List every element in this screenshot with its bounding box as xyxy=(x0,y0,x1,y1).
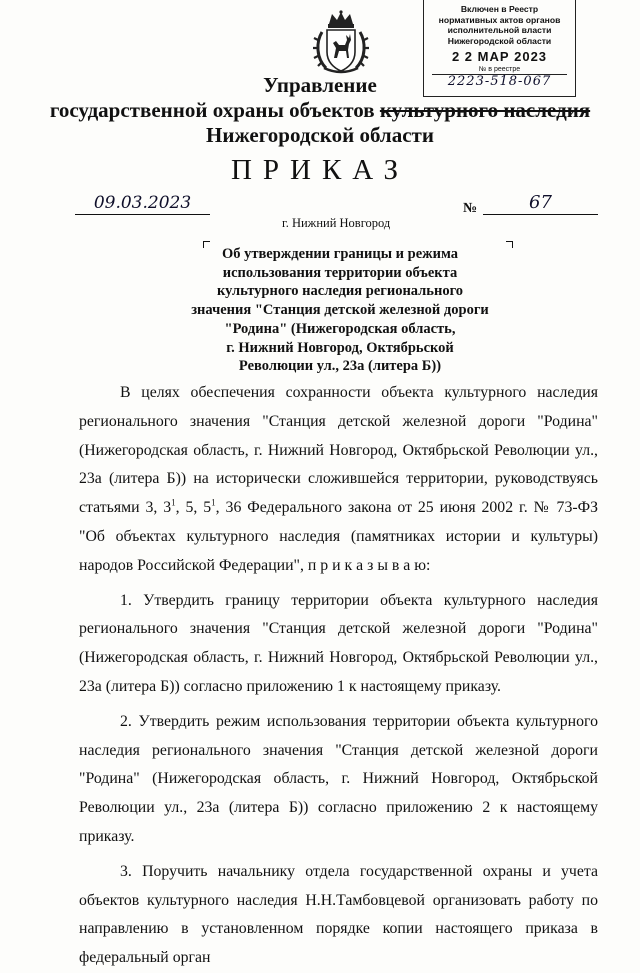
stamp-line: Нижегородской области xyxy=(447,35,552,46)
preamble-paragraph xyxy=(79,379,598,581)
document-type-title: ПРИКАЗ xyxy=(230,154,410,186)
superscript: 1 xyxy=(171,497,176,508)
coat-of-arms-icon xyxy=(312,10,370,76)
subject-line: Об утверждении границы и режима xyxy=(221,246,459,262)
order-item-2: 2. Утвердить режим использования территории объекта культурного наследия регионального значения "Станция детской железной дороги "Родина" (Нижегородская область, г. Нижний Новгород, Октябрьской Революции ул., 23а (литера Б)) согласно приложению 2 к настоящему приказу. xyxy=(79,712,598,845)
document-number: 67 xyxy=(483,192,598,215)
agency-title-line3: Нижегородской области xyxy=(206,123,434,147)
corner-mark-right xyxy=(506,241,513,248)
subject-line: Революции ул., 23а (литера Б)) xyxy=(238,358,442,375)
subject-line: значения "Станция детской железной дороги xyxy=(191,302,489,319)
number-sign: № xyxy=(463,201,478,216)
subject-line: г. Нижний Новгород, Октябрьской xyxy=(226,339,454,356)
subject-line: культурного наследия регионального xyxy=(216,283,464,300)
subject-line: использования территории объекта xyxy=(222,264,458,281)
agency-title-line2 xyxy=(0,97,640,123)
stamp-line: Включен в Реестр xyxy=(460,4,539,14)
agency-title-line1: Управление xyxy=(263,73,377,97)
stamp-registry-label: № в реестре xyxy=(478,66,521,74)
stamp-line: исполнительной власти xyxy=(447,25,552,36)
subject-line: "Родина" (Нижегородская область, xyxy=(224,320,456,337)
preamble-text: В целях обеспечения сохранности объекта культурного наследия регионального значения "Станция детской железной дороги "Родина" (Нижегородская область, г. Нижний Новгород, Октябрьской Революции ул., 23а (литера Б)) на исторически сложившейся территории, руководствуясь статьями 3, 3 xyxy=(79,384,598,517)
stamp-line: нормативных актов органов xyxy=(438,14,561,25)
preamble-text: , 5, 5 xyxy=(175,499,212,517)
agency-title-text: государственной охраны объектов культурного наследия xyxy=(49,98,591,122)
stamp-registry-number: 2223-518-067 xyxy=(432,74,567,89)
agency-title-struck-text: культурного наследия xyxy=(379,98,591,122)
document-body xyxy=(79,379,598,973)
order-item-1: 1. Утвердить границу территории объекта культурного наследия регионального значения "Станция детской железной дороги "Родина" (Нижегородская область, г. Нижний Новгород, Октябрьской Революции ул., 23а (литера Б)) согласно приложению 1 к настоящему приказу. xyxy=(79,591,598,695)
order-item-3: 3. Поручить начальнику отдела государственной охраны и учета объектов культурного наследия Н.Н.Тамбовцевой организовать работу по направлению в установленном порядке копии настоящего приказа в федеральный орган xyxy=(79,862,598,967)
document-subject xyxy=(190,245,490,376)
document-city: г. Нижний Новгород xyxy=(282,216,391,230)
preamble-text: , 36 Федерального закона от 25 июня 2002 г. № 73-ФЗ "Об объектах культурного наследия (памятниках истории и культуры) народов Российской Федерации", п р и к а з ы в а ю: xyxy=(79,499,598,574)
superscript: 1 xyxy=(211,497,216,508)
document-date: 09.03.2023 xyxy=(75,192,210,215)
stamp-date: 2 2 МАР 2023 xyxy=(451,49,548,65)
